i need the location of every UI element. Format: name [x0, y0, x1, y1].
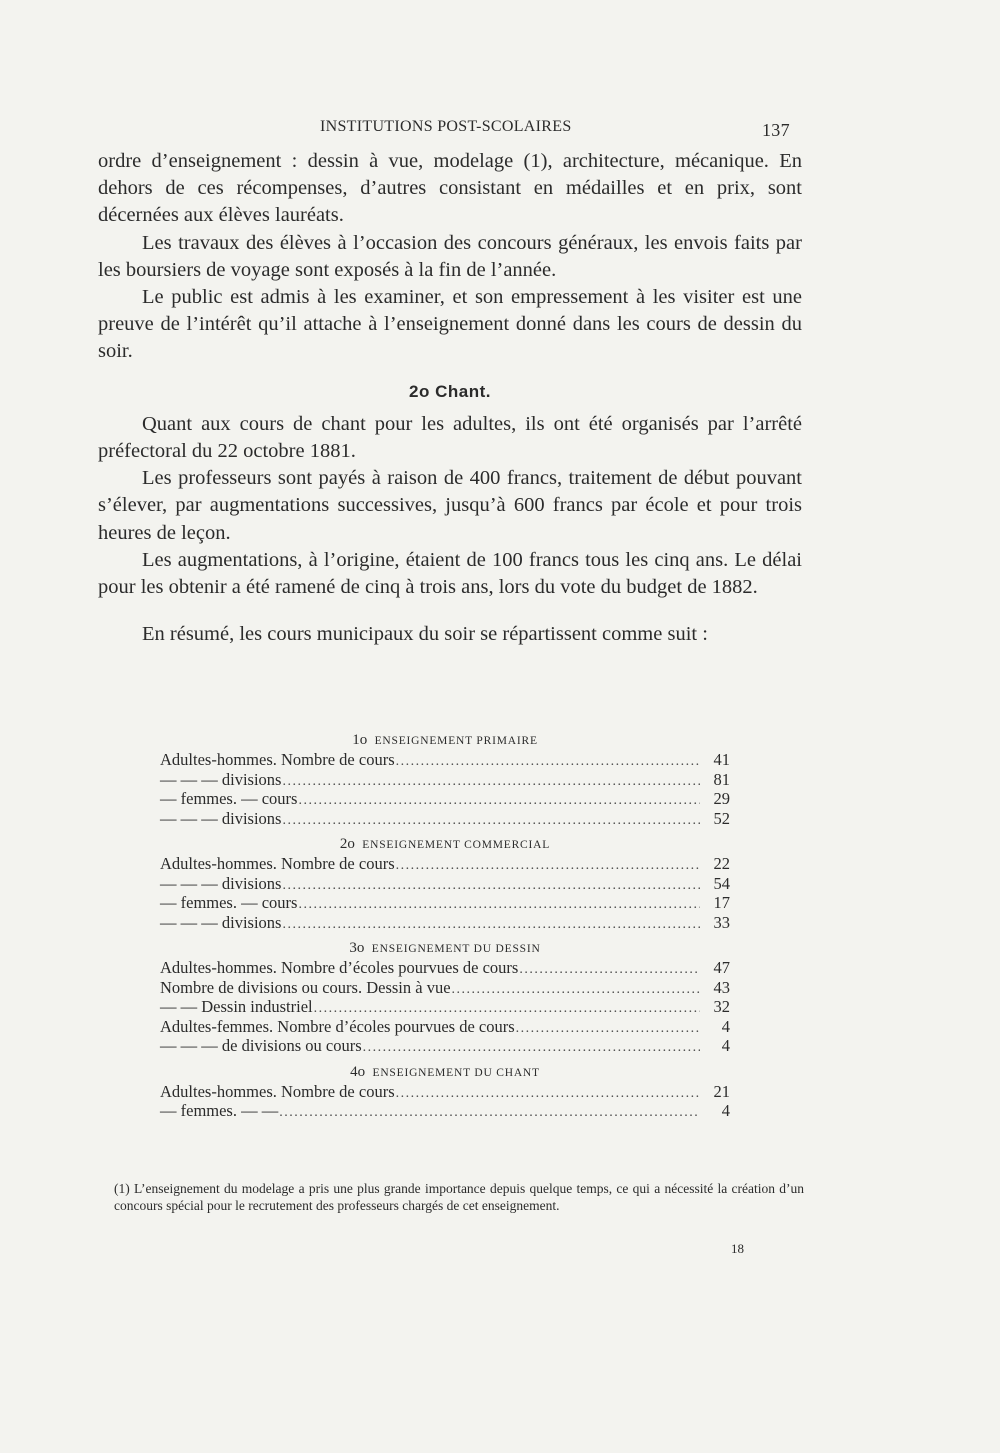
printer-signature: 18	[731, 1241, 744, 1256]
footnote: (1) L’enseignement du modelage a pris une plus grande importance depuis quelque temps, ce qui a nécessité la création d’un concours spécial pour le recrutement des professeurs chargés de cet enseignement.	[114, 1181, 804, 1213]
table-row: — — — de divisions ou cours ..... 4	[160, 1036, 730, 1056]
table-row: — femmes. — cours ..... 17	[160, 893, 730, 913]
table-row: Nombre de divisions ou cours. Dessin à vue ..... 43	[160, 978, 730, 998]
table-row: Adultes-hommes. Nombre de cours ..... 41	[160, 750, 730, 770]
table-section-heading: 4o ENSEIGNEMENT DU CHANT	[350, 1063, 540, 1080]
body-text	[98, 148, 802, 648]
table-section-heading: 1o ENSEIGNEMENT PRIMAIRE	[352, 732, 538, 748]
table-row: Adultes-hommes. Nombre d’écoles pourvues de cours ..... 47	[160, 958, 730, 978]
paragraph: Le public est admis à les examiner, et son empressement à les visiter est une preuve de l’intérêt qu’il attache à l’enseignement donné dans les cours de dessin du soir.	[98, 286, 802, 363]
table-row: — — — divisions ..... 33	[160, 913, 730, 933]
paragraph: Les augmentations, à l’origine, étaient de 100 francs tous les cinq ans. Le délai pour les obtenir a été ramené de cinq à trois ans, lors du vote du budget de 1882.	[98, 548, 802, 599]
paragraph: ordre d’enseignement : dessin à vue, modelage (1), architecture, mécanique. En dehors de ces récompenses, d’autres consistant en médailles et en prix, sont décernées aux élèves lauréats.	[98, 150, 802, 227]
table-section-heading: 3o ENSEIGNEMENT DU DESSIN	[349, 940, 541, 956]
paragraph: Quant aux cours de chant pour les adultes, ils ont été organisés par l’arrêté préfectoral du 22 octobre 1881.	[98, 412, 802, 463]
running-title: INSTITUTIONS POST-SCOLAIRES	[320, 118, 572, 135]
table-row: — — Dessin industriel ..... 32	[160, 997, 730, 1017]
table-row: Adultes-femmes. Nombre d’écoles pourvues de cours ..... 4	[160, 1017, 730, 1037]
table-row: Adultes-hommes. Nombre de cours ..... 22	[160, 854, 730, 874]
page-number: 137	[762, 120, 790, 140]
paragraph: Les travaux des élèves à l’occasion des concours généraux, les envois faits par les boursiers de voyage sont exposés à la fin de l’année.	[98, 231, 802, 281]
table-row: — — — divisions ..... 81	[160, 770, 730, 790]
table-row: — — — divisions ..... 52	[160, 809, 730, 829]
table-row: — femmes. — — ..... 4	[160, 1101, 730, 1121]
table-row: — — — divisions ..... 54	[160, 874, 730, 894]
summary-intro: En résumé, les cours municipaux du soir se répartissent comme suit :	[142, 623, 708, 646]
table-section-heading: 2o ENSEIGNEMENT COMMERCIAL	[339, 836, 551, 852]
table-row: Adultes-hommes. Nombre de cours ..... 21	[160, 1082, 730, 1102]
paragraph: Les professeurs sont payés à raison de 400 francs, traitement de début pouvant s’élever, par augmentations successives, jusqu’à 600 francs par école et pour trois heures de leçon.	[98, 467, 802, 544]
summary-tables	[160, 724, 730, 1121]
running-head	[0, 118, 1000, 142]
table-row: — femmes. — cours ..... 29	[160, 789, 730, 809]
section-heading-chant: 2o Chant.	[409, 381, 491, 401]
